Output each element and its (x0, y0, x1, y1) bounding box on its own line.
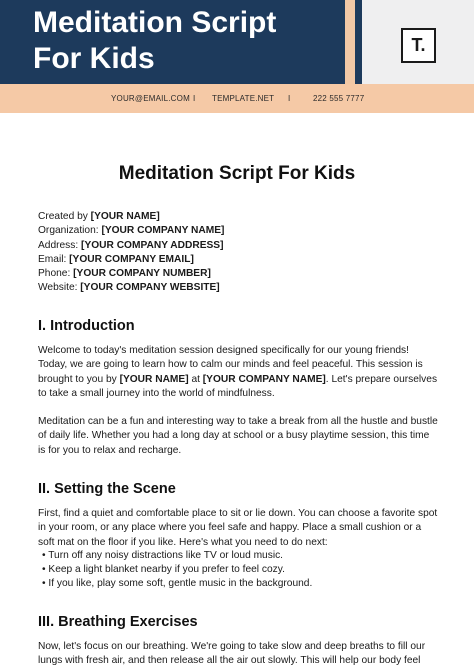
section-heading-breathing: III. Breathing Exercises (38, 614, 198, 630)
header-accent-stripe (345, 0, 355, 84)
contact-separator: I (193, 94, 196, 103)
list-item: • If you like, play some soft, gentle music in the background. (42, 578, 313, 589)
section-heading-introduction: I. Introduction (38, 318, 135, 334)
section-heading-setting-scene: II. Setting the Scene (38, 481, 176, 497)
info-block (38, 210, 438, 296)
header-title-line1: Meditation Script (33, 6, 277, 39)
breathing-paragraph-1: Now, let's focus on our breathing. We're going to take slow and deep breaths to fill our lungs with fresh air, and then release all the air out slowly. This will help our body feel (38, 641, 426, 667)
contact-phone: 222 555 7777 (313, 94, 365, 103)
scene-paragraph-1: First, find a quiet and comfortable place to sit or lie down. You can choose a favorite spot in your room, or any place where you feel safe and happy. Place a small cushion or a soft mat on the floor if you like. Here's what you need to do next: (38, 508, 438, 548)
intro-paragraph-2: Meditation can be a fun and interesting way to take a break from all the hustle and bustle of daily life. Whether you had a long day at school or a busy playtime session, this time is for you to relax and recharge. (38, 416, 438, 456)
header-dark-stripe (355, 0, 362, 84)
header-title-line2: For Kids (33, 42, 155, 75)
info-line: Organization: [YOUR COMPANY NAME] (38, 225, 225, 237)
info-line: Phone: [YOUR COMPANY NUMBER] (38, 268, 211, 280)
contact-separator: I (288, 94, 291, 103)
intro-paragraph-1: Welcome to today's meditation session designed specifically for our young friends! Today, we are going to learn how to calm our minds and feel peaceful. This session is brought to you by [YOUR NAME] at [YOUR COMPANY NAME]. Let's prepare ourselves to take a small journey into the world of mindfulness. (38, 345, 438, 399)
logo-icon: T. (401, 28, 436, 63)
list-item: • Turn off any noisy distractions like TV or loud music. (42, 550, 284, 561)
info-line: Email: [YOUR COMPANY EMAIL] (38, 253, 194, 265)
info-line: Created by [YOUR NAME] (38, 211, 160, 222)
document-title: Meditation Script For Kids (118, 163, 356, 184)
info-line: Address: [YOUR COMPANY ADDRESS] (38, 239, 224, 251)
contact-website: TEMPLATE.NET (212, 94, 275, 103)
contact-bar (0, 84, 474, 113)
header-banner (0, 0, 474, 84)
header-title (33, 5, 333, 77)
list-item: • Keep a light blanket nearby if you prefer to feel cozy. (42, 564, 285, 575)
info-line: Website: [YOUR COMPANY WEBSITE] (38, 282, 220, 294)
contact-email: YOUR@EMAIL.COM (111, 94, 190, 103)
